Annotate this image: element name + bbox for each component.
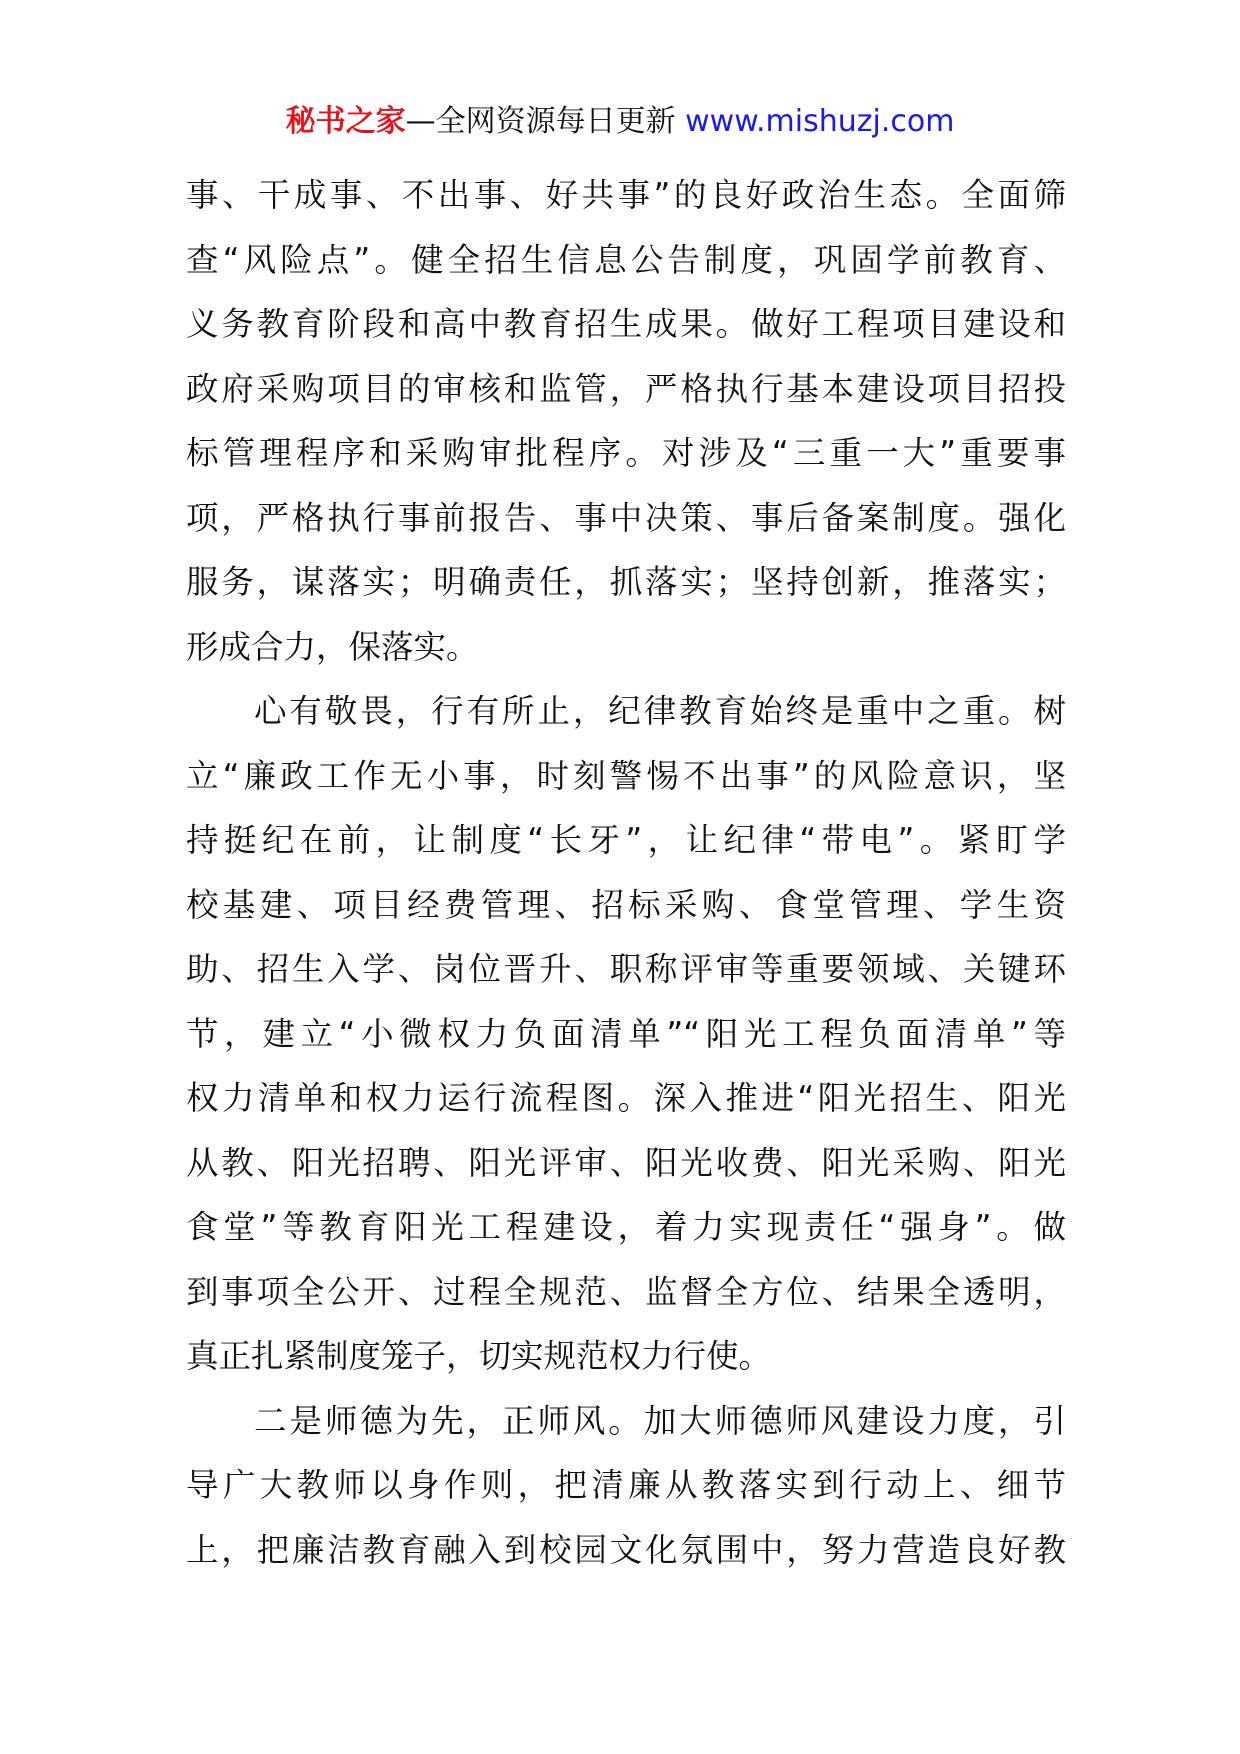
text-line: 项，严格执行事前报告、事中决策、事后备案制度。强化 bbox=[186, 498, 1066, 537]
text-line: 校基建、项目经费管理、招标采购、食堂管理、学生资 bbox=[186, 885, 1066, 924]
brand-name: 秘书之家 bbox=[285, 104, 406, 139]
paragraph bbox=[186, 163, 1066, 679]
text-line: 助、招生入学、岗位晋升、职称评审等重要领域、关键环 bbox=[186, 950, 1066, 988]
text-line: 食堂”等教育阳光工程建设，着力实现责任“强身”。做 bbox=[186, 1208, 1066, 1246]
text-line: 标管理程序和采购审批程序。对涉及“三重一大”重要事 bbox=[186, 434, 1066, 472]
text-line: 从教、阳光招聘、阳光评审、阳光收费、阳光采购、阳光 bbox=[186, 1143, 1066, 1182]
text-line: 义务教育阶段和高中教育招生成果。做好工程项目建设和 bbox=[186, 305, 1066, 343]
text-line: 服务，谋落实；明确责任，抓落实；坚持创新，推落实； bbox=[186, 563, 1066, 601]
text-line: 持挺纪在前，让制度“长牙”，让纪律“带电”。紧盯学 bbox=[186, 821, 1066, 859]
text-line: 真正扎紧制度笼子，切实规范权力行使。 bbox=[186, 1337, 772, 1375]
text-line: 二是师德为先，正师风。加大师德师风建设力度，引 bbox=[254, 1401, 1066, 1440]
text-line: 上，把廉洁教育融入到校园文化氛围中，努力营造良好教 bbox=[186, 1530, 1066, 1569]
text-line: 权力清单和权力运行流程图。深入推进“阳光招生、阳光 bbox=[186, 1079, 1066, 1117]
text-line: 事、干成事、不出事、好共事”的良好政治生态。全面筛 bbox=[186, 176, 1066, 214]
paragraph bbox=[186, 1389, 1066, 1583]
text-line: 心有敬畏，行有所止，纪律教育始终是重中之重。树 bbox=[254, 692, 1066, 730]
text-line: 立“廉政工作无小事，时刻警惕不出事”的风险意识，坚 bbox=[186, 756, 1066, 795]
text-line: 形成合力，保落实。 bbox=[186, 627, 479, 666]
text-line: 到事项全公开、过程全规范、监督全方位、结果全透明， bbox=[186, 1272, 1066, 1311]
header-tagline: —全网资源每日更新 bbox=[405, 104, 676, 139]
page-header bbox=[0, 102, 1240, 142]
website-link[interactable]: www.mishuzj.com bbox=[685, 104, 955, 139]
text-line: 节，建立“小微权力负面清单”“阳光工程负面清单”等 bbox=[186, 1014, 1066, 1053]
document-body bbox=[186, 163, 1066, 1582]
text-line: 查“风险点”。健全招生信息公告制度，巩固学前教育、 bbox=[186, 240, 1066, 279]
text-line: 政府采购项目的审核和监管，严格执行基本建设项目招投 bbox=[186, 369, 1066, 408]
text-line: 导广大教师以身作则，把清廉从教落实到行动上、细节 bbox=[186, 1466, 1066, 1504]
paragraph bbox=[186, 679, 1066, 1389]
